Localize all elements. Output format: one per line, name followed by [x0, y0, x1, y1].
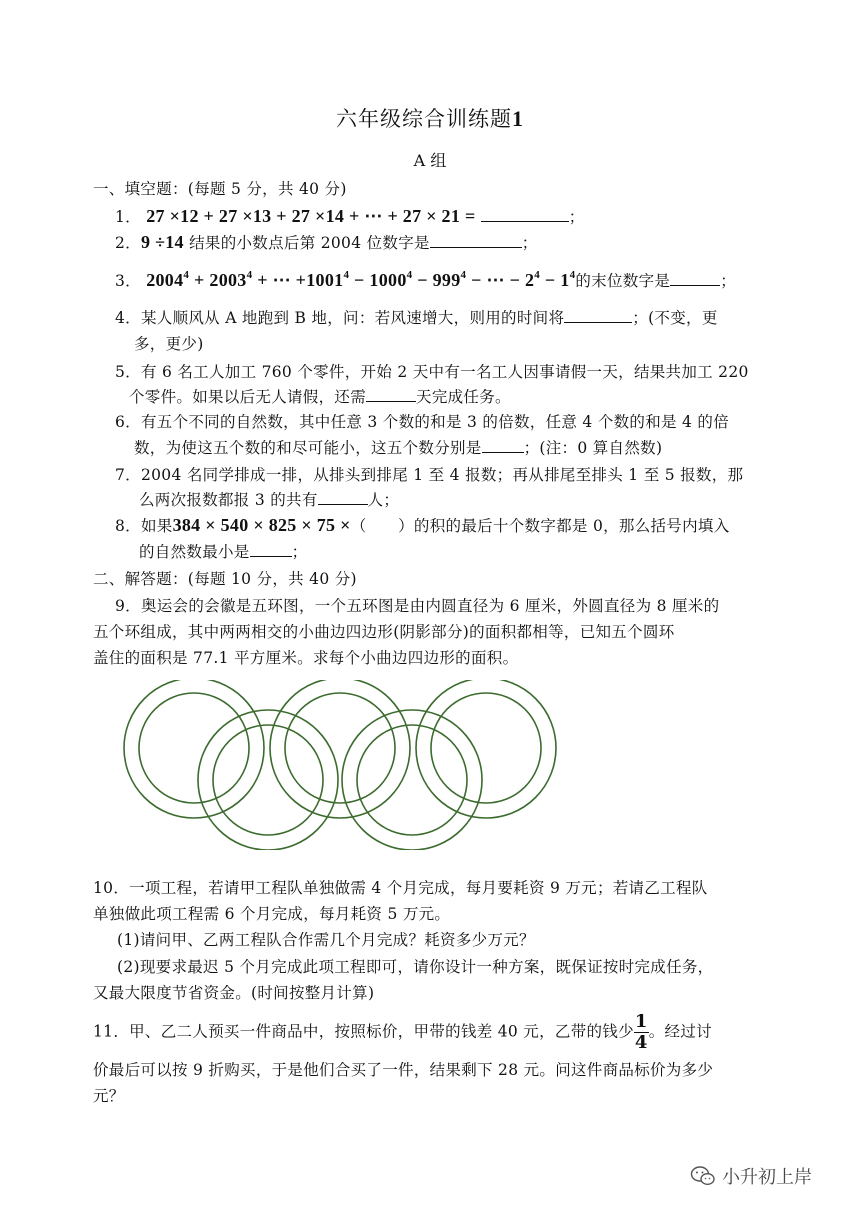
question-10-sub2: (2)现要求最迟 5 个月完成此项工程即可，请你设计一种方案，既保证按时完成任务， [117, 958, 714, 976]
question-5: 5．有 6 名工人加工 760 个零件，开始 2 天中有一名工人因事请假一天，结果共加工 220 [115, 363, 749, 381]
answer-blank [250, 542, 292, 557]
ring-2-inner-circle [213, 725, 323, 835]
question-10: 10．一项工程，若请甲工程队单独做需 4 个月完成，每月要耗资 9 万元；若请乙工程队 [93, 879, 708, 897]
page-title: 六年级综合训练题1 [336, 106, 524, 131]
answer-blank [430, 233, 522, 248]
question-9-line3: 盖住的面积是 77.1 平方厘米。求每个小曲边四边形的面积。 [93, 649, 519, 667]
question-9-line2: 五个环组成，其中两两相交的小曲边四边形(阴影部分)的面积都相等，已知五个圆环 [93, 623, 675, 641]
question-1: 1． 27 ×12 + 27 ×13 + 27 ×14 + ⋯ + 27 × 21 = ； [115, 206, 585, 226]
question-3: 3． $2004^4 + 2003^4$ + ⋯ $+1001^4 - 1000^4 - 999^4$ − ⋯ − $2^4 - 1^4$的末位数字是 ； [115, 269, 736, 290]
question-11-line3: 元？ [93, 1087, 125, 1105]
ring-4-outer-circle [342, 710, 482, 850]
ring-3-inner-circle [285, 693, 395, 803]
question-4: 4．某人顺风从 A 地跑到 B 地，问：若风速增大，则用的时间将 ；(不变，更 [115, 309, 718, 327]
watermark-text: 小升初上岸 [722, 1167, 812, 1188]
question-9: 9．奥运会的会徽是五环图，一个五环图是由内圆直径为 6 厘米，外圆直径为 8 厘米的 [115, 597, 720, 615]
question-7: 7．2004 名同学排成一排，从排头到排尾 1 至 4 报数；再从排尾至排头 1 至 5 报数，那 [115, 466, 744, 484]
question-5-cont: 个零件。如果以后无人请假，还需 天完成任务。 [129, 388, 511, 406]
answer-blank [366, 387, 416, 402]
wechat-icon [690, 1165, 716, 1187]
question-8: 8．如果384 × 540 × 825 × 75 ×（ ）的积的最后十个数字都是 0，那么括号内填入 [115, 515, 730, 535]
question-8-cont: 的自然数最小是 ； [139, 543, 308, 561]
answer-blank [482, 438, 524, 453]
watermark [690, 1163, 812, 1189]
section-solve-heading: 二、解答题：(每题 10 分，共 40 分) [93, 570, 357, 588]
answer-blank [318, 490, 368, 505]
question-2: 2．9 ÷14 结果的小数点后第 2004 位数字是 ； [115, 232, 538, 252]
fraction-one-quarter: $\frac{1}{4}$ [634, 1011, 648, 1053]
answer-blank [670, 271, 720, 286]
question-4-cont: 多，更少) [134, 335, 204, 353]
question-11: 11．甲、乙二人预买一件商品中，按照标价，甲带的钱差 40 元，乙带的钱少 $\frac{1}{4}$ 。经过讨 [93, 1011, 712, 1053]
ring-1-inner-circle [139, 693, 249, 803]
question-11-line2: 价最后可以按 9 折购买，于是他们合买了一件，结果剩下 28 元。问这件商品标价为多少 [93, 1061, 714, 1079]
question-6: 6．有五个不同的自然数，其中任意 3 个数的和是 3 的倍数，任意 4 个数的和是 4 的倍 [115, 413, 730, 431]
ring-5-outer-circle [416, 680, 556, 818]
question-6-cont: 数，为使这五个数的和尽可能小，这五个数分别是 ；(注：0 算自然数) [134, 439, 663, 457]
question-10-sub1: (1)请问甲、乙两工程队合作需几个月完成？耗资多少万元？ [117, 931, 535, 949]
question-10-sub2-cont: 又最大限度节省资金。(时间按整月计算) [93, 984, 375, 1002]
ring-2-outer-circle [198, 710, 338, 850]
answer-blank [564, 308, 632, 323]
ring-1-outer-circle [124, 680, 264, 818]
ring-4-inner-circle [357, 725, 467, 835]
question-7-cont: 么两次报数都报 3 的共有 人； [139, 491, 400, 509]
section-fill-blank-heading: 一、填空题：(每题 5 分，共 40 分) [93, 180, 347, 198]
olympic-rings-figure [110, 680, 590, 850]
ring-3-outer-circle [270, 680, 410, 818]
ring-5-inner-circle [431, 693, 541, 803]
answer-blank [481, 207, 569, 222]
question-10-line2: 单独做此项工程需 6 个月完成，每月耗资 5 万元。 [93, 905, 451, 923]
group-label: A 组 [413, 151, 447, 170]
